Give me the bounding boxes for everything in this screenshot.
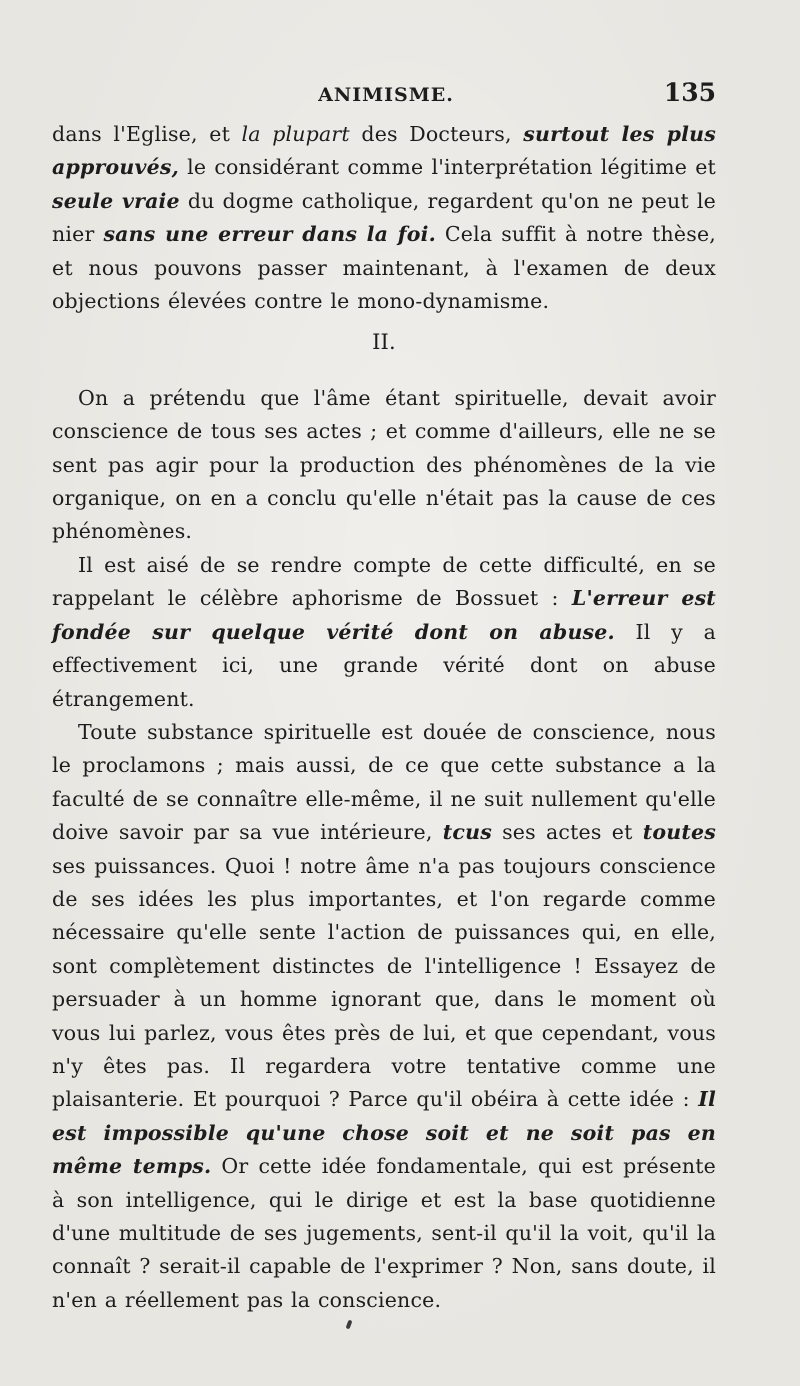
text-run: ses puissances. Quoi ! notre âme n'a pas toujours conscience de ses idées les plus importantes, et l'on regarde comme nécessaire qu'elle sente l'action de puissances qui, en elle, sont complètement distinctes de l'intelligence ! Essayez de persuader à un homme ignorant que, dans le moment où vous lui parlez, vous êtes près de lui, et que cependant, vous n'y êtes pas. Il regardera votre tentative comme une plaisanterie. Et pourquoi ? Parce qu'il obéira à cette idée : — [52, 853, 716, 1112]
text-run: dans l'Eglise, et — [52, 122, 242, 146]
paragraph-continuation — [52, 118, 716, 318]
page-number: 135 — [663, 78, 716, 107]
text-run: Toute substance spirituelle est douée de conscience, nous le proclamons ; mais aussi, de ce que cette substance a la faculté de se connaître elle-même, il ne suit nullement qu'elle doive savoir par sa vue intérieure, — [52, 719, 716, 845]
paragraph — [52, 716, 716, 1317]
text-run: du dogme catholique, regardent qu'on ne peut le nier — [52, 188, 716, 247]
text-run: des Docteurs, — [349, 122, 524, 146]
text-run: Il est aisé de se rendre compte de cette difficulté, en se rappelant le célèbre aphorisme de Bossuet : — [52, 552, 716, 611]
italic-run: L'erreur est fondée sur quelque vérité dont on abuse. — [52, 586, 716, 644]
italic-run: tcus — [442, 820, 492, 845]
italic-run: surtout les plus approuvés, — [52, 122, 716, 180]
italic-run: sans une erreur dans la foi. — [103, 222, 436, 247]
paragraph: On a prétendu que l'âme étant spirituelle, devait avoir conscience de tous ses actes ; et comme d'ailleurs, elle ne se sent pas agir pour la production des phénomènes de la vie organique, on en a conclu qu'elle n'était pas la cause de ces phénomènes. — [52, 385, 716, 544]
italic-run: toutes — [642, 820, 716, 845]
section-heading: II. — [372, 330, 396, 355]
running-title: ANIMISME. — [318, 84, 454, 106]
italic-run: seule vraie — [52, 188, 180, 213]
text-run: Cela suffit à notre thèse, et nous pouvons passer maintenant, à l'examen de deux objections élevées contre le mono-dynamisme. — [52, 222, 716, 314]
ink-speck — [346, 1320, 353, 1330]
italic-run: la plupart — [241, 122, 350, 146]
text-run: Or cette idée fondamentale, qui est présente à son intelligence, qui le dirige et est la base quotidienne d'une multitude de ses jugements, sent-il qu'il la voit, qu'il la connaît ? serait-il capable de l'exprimer ? Non, sans doute, il n'en a réellement pas la conscience. — [52, 1154, 716, 1312]
paragraph — [52, 549, 716, 716]
text-run: le considérant comme l'interprétation légitime et — [178, 155, 716, 180]
text-run: Il y a effectivement ici, une grande vérité dont on abuse étrangement. — [52, 619, 716, 711]
body-text — [52, 118, 716, 1317]
running-head — [56, 78, 716, 112]
text-run: ses actes et — [491, 820, 643, 845]
italic-run: Il est impossible qu'une chose soit et ne soit pas en même temps. — [52, 1087, 716, 1179]
